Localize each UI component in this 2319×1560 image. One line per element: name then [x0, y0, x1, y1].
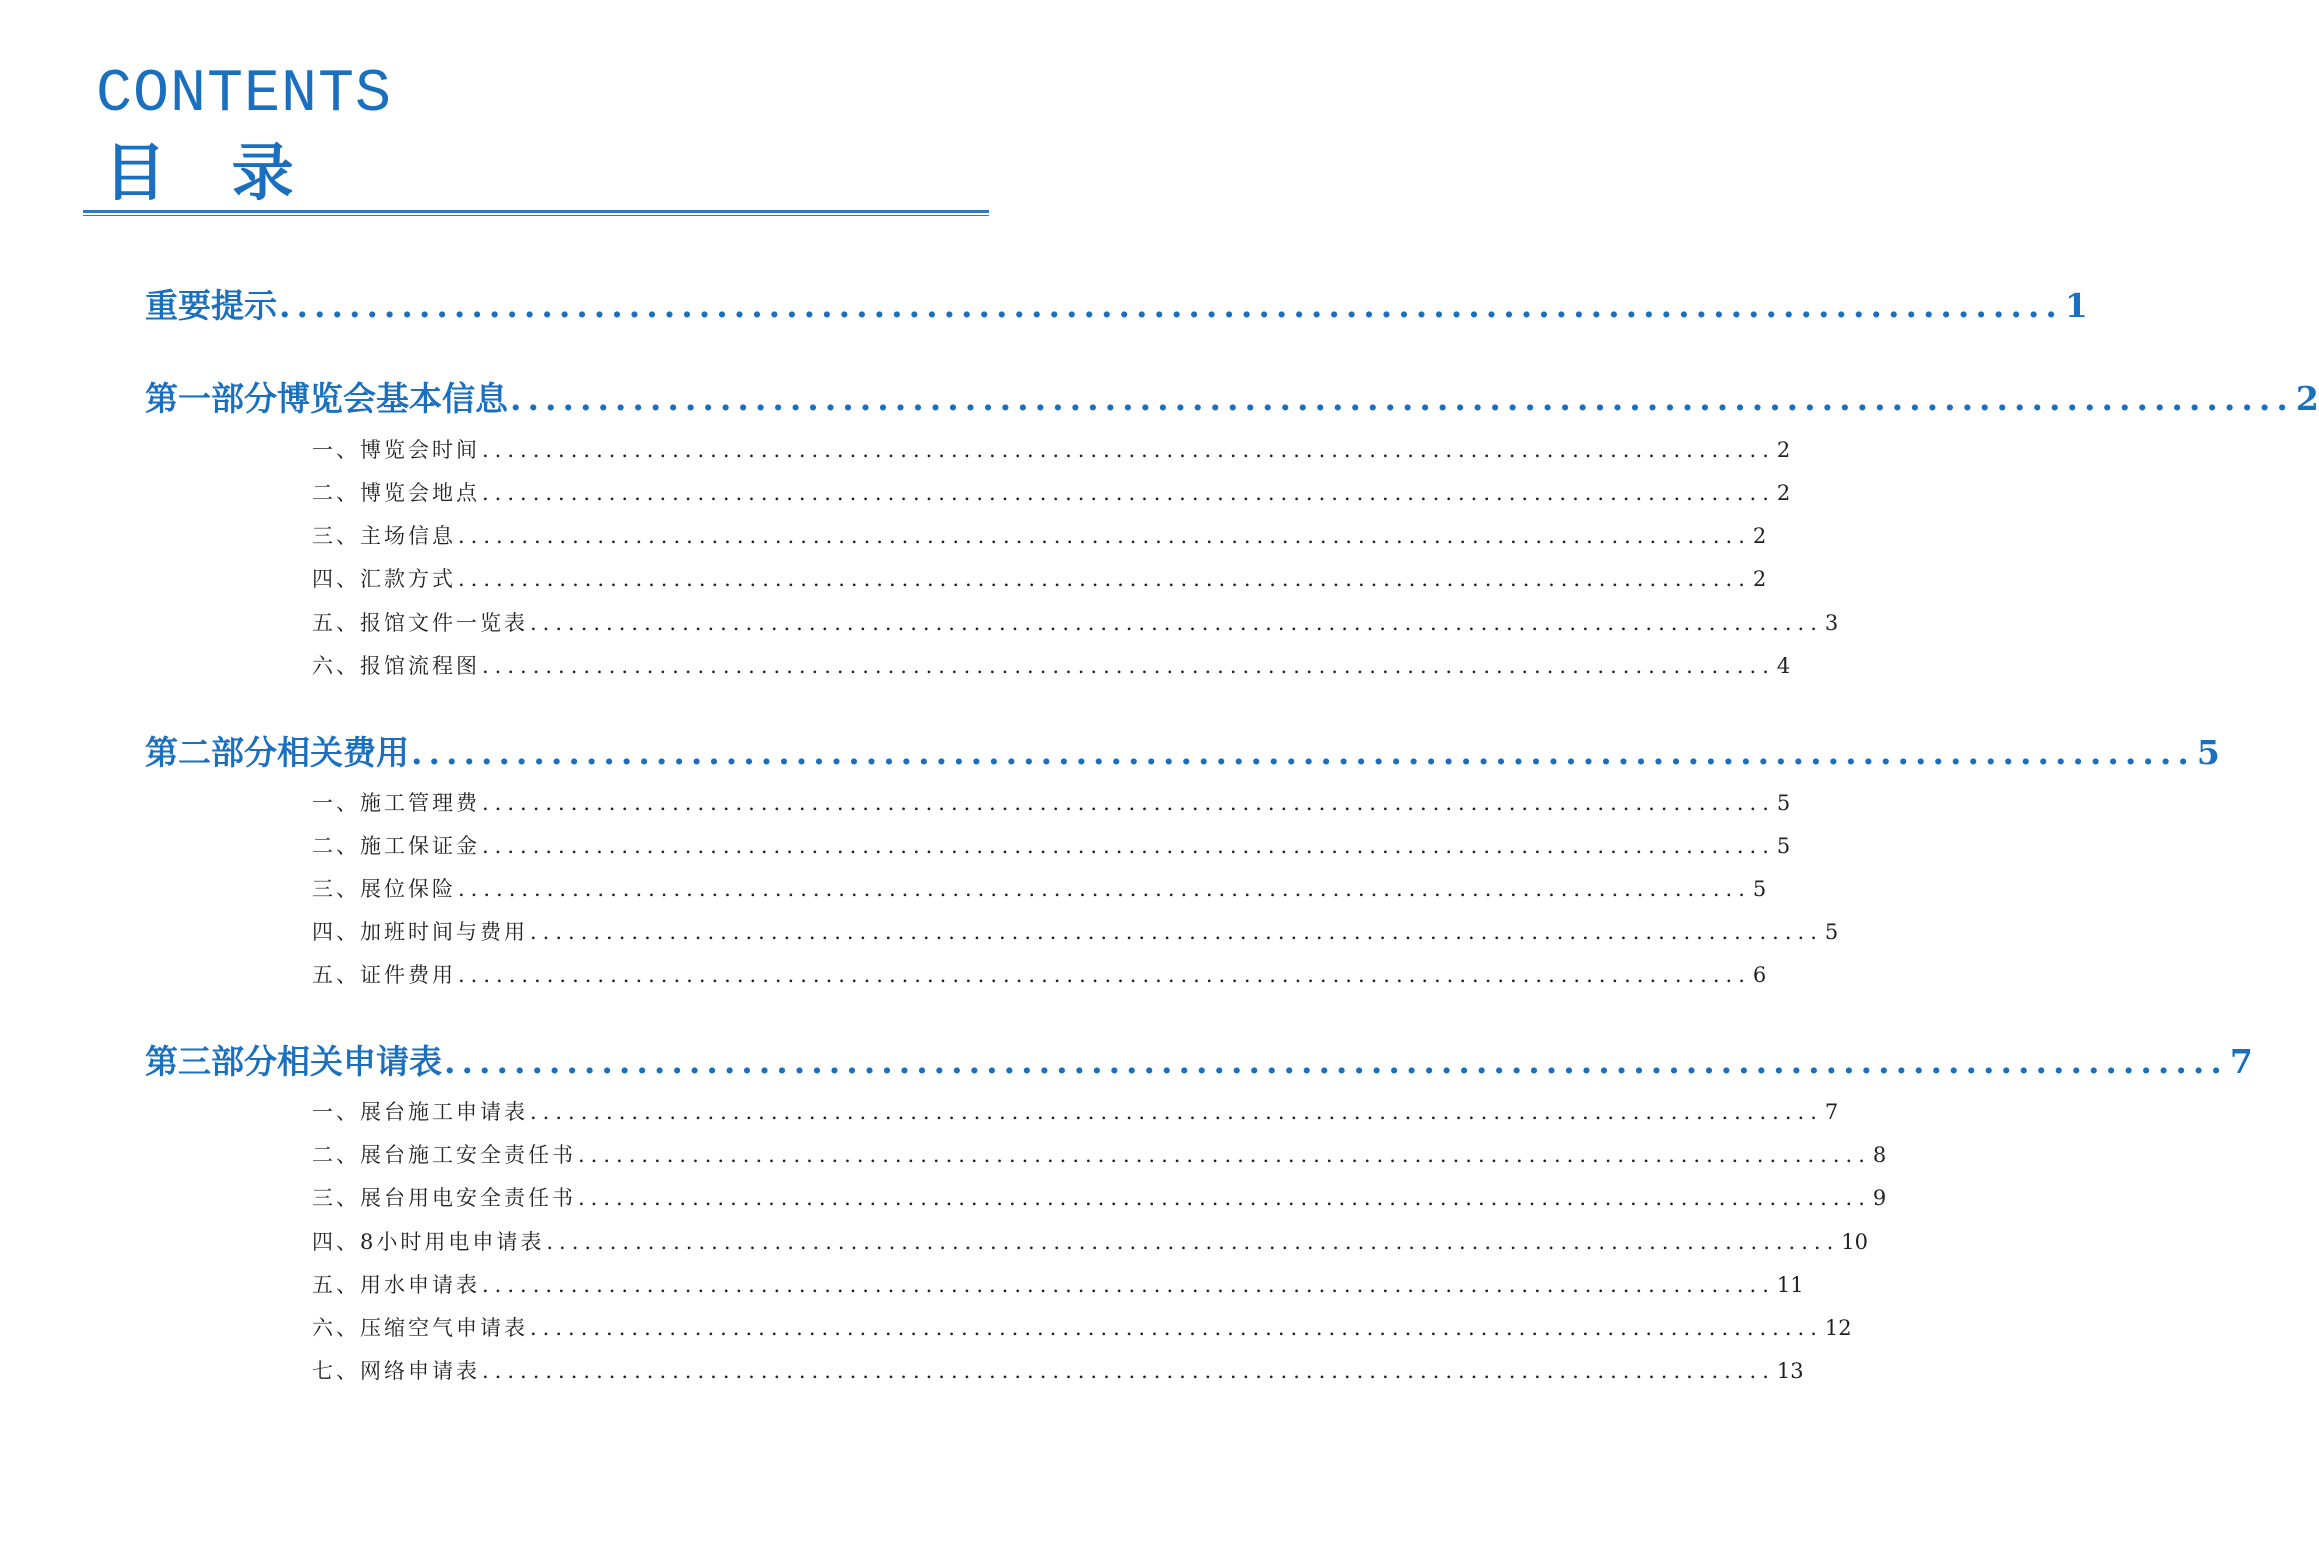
toc-page-number: 7 [1824, 1100, 1839, 1124]
toc-item-label: 一、展台施工申请表 [312, 1100, 528, 1124]
toc-item-label: 六、压缩空气申请表 [312, 1316, 528, 1340]
toc-page-number: 5 [2196, 733, 2220, 772]
toc-section-label: 第三部分 [145, 1042, 277, 1081]
toc-leader-dots: ...................................................................................................... [482, 834, 1775, 858]
toc-item[interactable] [312, 1269, 1804, 1299]
header-divider-thick [83, 210, 989, 213]
toc-section-label: 第一部分 [145, 379, 277, 418]
toc-leader-dots: ...................................................................................................... [578, 1186, 1871, 1210]
header-divider-thin [83, 215, 989, 216]
toc-page-number: 2 [1776, 438, 1791, 462]
toc-section-label: 第二部分 [145, 733, 277, 772]
toc-leader-dots: ...................................................................................................... [458, 524, 1751, 548]
toc-section-part-two[interactable] [145, 727, 2220, 774]
toc-page-number: 5 [1752, 877, 1767, 901]
toc-item-label: 五、证件费用 [312, 963, 456, 987]
toc-leader-dots: ...................................................................................................... [444, 1042, 2228, 1081]
toc-item[interactable] [312, 1355, 1804, 1385]
toc-item-label: 一、施工管理费 [312, 791, 480, 815]
toc-item-label: 二、展台施工安全责任书 [312, 1143, 576, 1167]
toc-item-label: 二、施工保证金 [312, 834, 480, 858]
toc-leader-dots: ...................................................................................................... [530, 1100, 1823, 1124]
toc-page-number: 13 [1776, 1359, 1804, 1383]
toc-leader-dots: ...................................................................................................... [530, 611, 1823, 635]
toc-item[interactable] [312, 434, 1791, 464]
toc-leader-dots: ...................................................................................................... [458, 963, 1751, 987]
toc-item-label: 二、博览会地点 [312, 481, 480, 505]
toc-item-label: 三、主场信息 [312, 524, 456, 548]
toc-leader-dots: ...................................................................................................... [482, 654, 1775, 678]
toc-item[interactable] [312, 1312, 1852, 1342]
toc-item[interactable] [312, 959, 1767, 989]
toc-page-number: 2 [2295, 379, 2319, 418]
toc-page-number: 3 [1824, 611, 1839, 635]
toc-page-number: 4 [1776, 654, 1791, 678]
toc-page-number: 2 [1776, 481, 1791, 505]
toc-item-label: 四、加班时间与费用 [312, 920, 528, 944]
toc-item-label: 三、展台用电安全责任书 [312, 1186, 576, 1210]
toc-item-label: 六、报馆流程图 [312, 654, 480, 678]
toc-leader-dots: ...................................................................................................... [530, 920, 1823, 944]
toc-page-number: 6 [1752, 963, 1767, 987]
toc-leader-dots: ...................................................................................................... [458, 567, 1751, 591]
toc-item[interactable] [312, 916, 1839, 946]
toc-item[interactable] [312, 1226, 1868, 1256]
toc-page-number: 5 [1824, 920, 1839, 944]
toc-item[interactable] [312, 563, 1767, 593]
toc-item[interactable] [312, 520, 1767, 550]
toc-item-label: 一、博览会时间 [312, 438, 480, 462]
toc-section-part-one[interactable] [145, 373, 2319, 420]
toc-leader-dots: ...................................................................................................... [279, 286, 2063, 325]
toc-leader-dots: ...................................................................................................... [510, 379, 2294, 418]
toc-item[interactable] [312, 830, 1791, 860]
toc-section-important-notes[interactable] [145, 280, 2088, 327]
toc-section-subtitle: 相关申请表 [277, 1042, 442, 1081]
page-title-chinese: 目 录 [104, 136, 316, 209]
toc-leader-dots: ...................................................................................................... [458, 877, 1751, 901]
toc-item[interactable] [312, 787, 1791, 817]
toc-leader-dots: ...................................................................................................... [482, 1273, 1775, 1297]
toc-item-label: 三、展位保险 [312, 877, 456, 901]
toc-item-label: 四、8小时用电申请表 [312, 1230, 545, 1254]
toc-section-part-three[interactable] [145, 1036, 2253, 1083]
toc-leader-dots: ...................................................................................................... [482, 438, 1775, 462]
toc-page-number: 1 [2064, 286, 2088, 325]
toc-leader-dots: ...................................................................................................... [482, 791, 1775, 815]
toc-section-subtitle: 相关费用 [277, 733, 409, 772]
toc-item-label: 五、报馆文件一览表 [312, 611, 528, 635]
toc-leader-dots: ...................................................................................................... [482, 481, 1775, 505]
toc-item[interactable] [312, 477, 1791, 507]
toc-page-number: 10 [1841, 1230, 1868, 1254]
toc-item[interactable] [312, 1096, 1839, 1126]
toc-leader-dots: ...................................................................................................... [530, 1316, 1823, 1340]
toc-page-number: 5 [1776, 834, 1791, 858]
toc-page-number: 2 [1752, 567, 1767, 591]
toc-page-number: 7 [2229, 1042, 2253, 1081]
toc-leader-dots: ...................................................................................................... [482, 1359, 1775, 1383]
toc-item[interactable] [312, 1139, 1887, 1169]
toc-section-label: 重要提示 [145, 286, 277, 325]
page-title-english: CONTENTS [96, 61, 393, 129]
toc-page-number: 9 [1872, 1186, 1887, 1210]
toc-item[interactable] [312, 650, 1791, 680]
toc-page-number: 11 [1776, 1273, 1804, 1297]
toc-item[interactable] [312, 607, 1839, 637]
toc-item-label: 七、网络申请表 [312, 1359, 480, 1383]
toc-page-number: 12 [1824, 1316, 1852, 1340]
toc-item[interactable] [312, 1182, 1887, 1212]
toc-leader-dots: ...................................................................................................... [546, 1230, 1840, 1254]
toc-page-number: 8 [1872, 1143, 1887, 1167]
toc-leader-dots: ...................................................................................................... [411, 733, 2195, 772]
toc-section-subtitle: 博览会基本信息 [277, 379, 508, 418]
toc-leader-dots: ...................................................................................................... [578, 1143, 1871, 1167]
toc-item[interactable] [312, 873, 1767, 903]
toc-page-number: 2 [1752, 524, 1767, 548]
toc-item-label: 五、用水申请表 [312, 1273, 480, 1297]
toc-item-label: 四、汇款方式 [312, 567, 456, 591]
toc-page-number: 5 [1776, 791, 1791, 815]
